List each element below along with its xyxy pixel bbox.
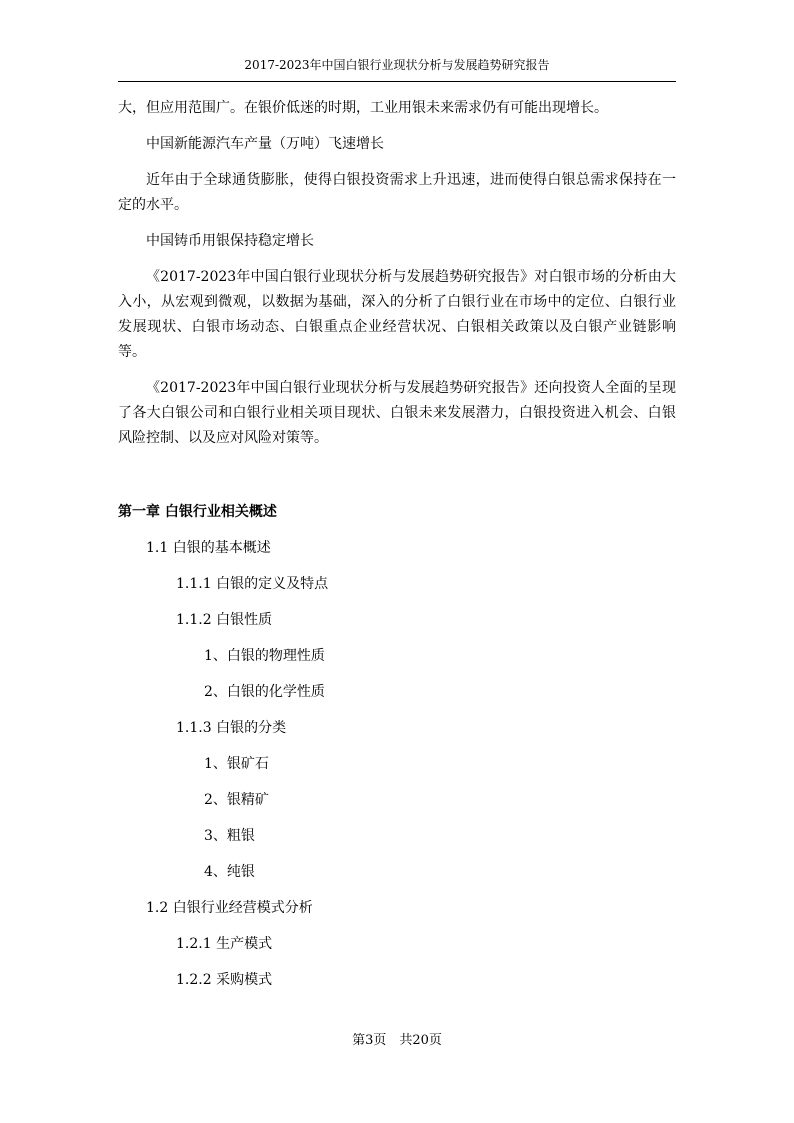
- page-body: [118, 96, 676, 1004]
- toc-section: 1.2 白银行业经营模式分析: [146, 900, 313, 916]
- paragraph: 近年由于全球通货膨胀，使得白银投资需求上升迅速，进而使得白银总需求保持在一定的水平。: [118, 172, 676, 213]
- toc-subsection: 1.1.1 白银的定义及特点: [176, 576, 329, 592]
- chapter-heading: 第一章 白银行业相关概述: [118, 504, 277, 520]
- paragraph: 大，但应用范围广。在银价低迷的时期，工业用银未来需求仍有可能出现增长。: [118, 100, 608, 116]
- toc-subsection: 1.1.2 白银性质: [176, 612, 273, 628]
- toc-item: 1、白银的物理性质: [204, 648, 325, 664]
- figure-caption: 中国新能源汽车产量（万吨）飞速增长: [146, 136, 384, 152]
- toc-item: 1、银矿石: [204, 756, 269, 772]
- toc-item: 3、粗银: [204, 828, 255, 844]
- page-header: 2017-2023年中国白银行业现状分析与发展趋势研究报告: [244, 58, 550, 72]
- header-divider: [118, 81, 676, 82]
- toc-item: 4、纯银: [204, 864, 255, 880]
- toc-item: 2、银精矿: [204, 792, 269, 808]
- toc-subsection: 1.2.1 生产模式: [176, 936, 273, 952]
- toc-section: 1.1 白银的基本概述: [146, 540, 271, 556]
- page-number: 第3页 共20页: [352, 1033, 442, 1048]
- figure-caption: 中国铸币用银保持稳定增长: [146, 233, 314, 249]
- paragraph: 《2017-2023年中国白银行业现状分析与发展趋势研究报告》对白银市场的分析由大入小，从宏观到微观，以数据为基础，深入的分析了白银行业在市场中的定位、白银行业发展现状、白银市场动态、白银重点企业经营状况、白银相关政策以及白银产业链影响等。: [118, 269, 676, 360]
- toc-subsection: 1.2.2 采购模式: [176, 972, 273, 988]
- toc-item: 2、白银的化学性质: [204, 684, 325, 700]
- toc-subsection: 1.1.3 白银的分类: [176, 720, 287, 736]
- paragraph: 《2017-2023年中国白银行业现状分析与发展趋势研究报告》还向投资人全面的呈现了各大白银公司和白银行业相关项目现状、白银未来发展潜力，白银投资进入机会、白银风险控制、以及应对风险对策等。: [118, 380, 676, 446]
